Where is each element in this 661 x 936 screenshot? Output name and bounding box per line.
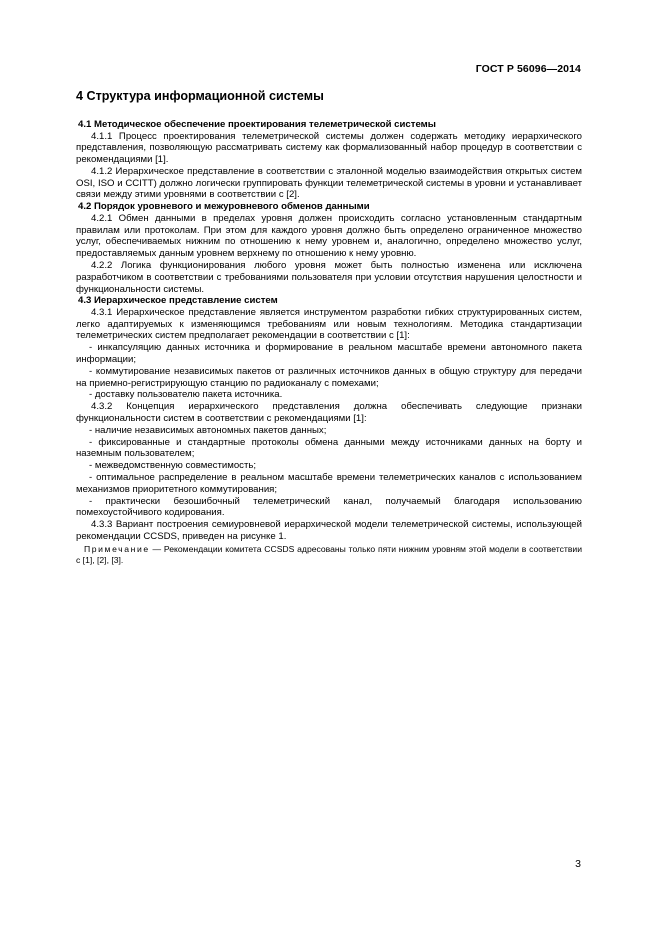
section-title: 4 Структура информационной системы (76, 89, 324, 103)
list-item: - коммутирование независимых пакетов от различных источников данных в общую структуру для передачи на приемно-регистрирующую станцию по радиоканалу с помехами; (76, 365, 582, 389)
note (76, 544, 582, 566)
note-text: — Рекомендации комитета CCSDS адресованы только пяти нижним уровням этой модели в соответствии с [1], [2], [3]. (76, 543, 582, 565)
paragraph-4-2-1: 4.2.1 Обмен данными в пределах уровня должен происходить согласно установленным стандартным правилам или протоколам. При этом для каждого уровня должно быть определено ограниченное множество услуг, обеспечиваемых нижним по отношению к нему уровнем и, аналогично, определено множество услуг, предоставляемых данным уровнем верхнему по отношению к нему уровню. (76, 212, 582, 260)
paragraph-4-1-1: 4.1.1 Процесс проектирования телеметрической системы должен содержать методику иерархического представления, позволяющую рассматривать систему как формализованный набор процедур в соответствии с рекомендациями [1]. (76, 130, 582, 166)
page-content (76, 89, 582, 566)
paragraph-4-2-2: 4.2.2 Логика функционирования любого уровня может быть полностью изменена или исключена разработчиком в соответствии с требованиями пользователя при условии отсутствия нарушения целостности и функциональности системы. (76, 259, 582, 295)
page-number: 3 (575, 858, 581, 870)
paragraph-4-1-2: 4.1.2 Иерархическое представление в соответствии с эталонной моделью взаимодействия открытых систем OSI, ISO и CCITT) должно логически группировать функции телеметрической системы в уровни и устанавливает связи между этими уровнями в соответствии с [2]. (76, 165, 582, 201)
list-item: - доставку пользователю пакета источника. (89, 389, 283, 401)
list-item: - межведомственную совместимость; (89, 460, 257, 472)
subsection-4-3-title: 4.3 Иерархическое представление систем (78, 295, 278, 307)
paragraph-4-3-1: 4.3.1 Иерархическое представление является инструментом разработки гибких структурированных систем, легко адаптируемых к изменяющимся требованиям или новым технологиям. Методика стандартизации телеметрических систем предполагает рекомендации в соответствии с [1]: (76, 306, 582, 342)
note-label: Примечание (84, 543, 150, 554)
list-item: - практически безошибочный телеметрический канал, получаемый благодаря использованию помехоустойчивого кодирования. (76, 495, 582, 519)
list-item: - наличие независимых автономных пакетов данных; (89, 424, 327, 436)
list-item: - оптимальное распределение в реальном масштабе времени телеметрических каналов с использованием механизмов приоритетного коммутирования; (76, 472, 582, 495)
list-item: - фиксированные и стандартные протоколы обмена данными между источниками данных на борту и наземным пользователем; (76, 436, 582, 460)
standard-designation: ГОСТ Р 56096—2014 (475, 63, 581, 75)
subsection-4-2-title: 4.2 Порядок уровневого и межуровневого обменов данными (78, 201, 370, 213)
paragraph-4-3-2: 4.3.2 Концепция иерархического представления должна обеспечивать следующие признаки функциональности систем в соответствии с рекомендациями [1]: (76, 401, 582, 425)
list-item: - инкапсуляцию данных источника и формирование в реальном масштабе времени автономного пакета информации; (76, 342, 582, 366)
subsection-4-1-title: 4.1 Методическое обеспечение проектирования телеметрической системы (78, 119, 436, 130)
paragraph-4-3-3: 4.3.3 Вариант построения семиуровневой иерархической модели телеметрической системы, использующей рекомендации CCSDS, приведен на рисунке 1. (76, 519, 582, 542)
